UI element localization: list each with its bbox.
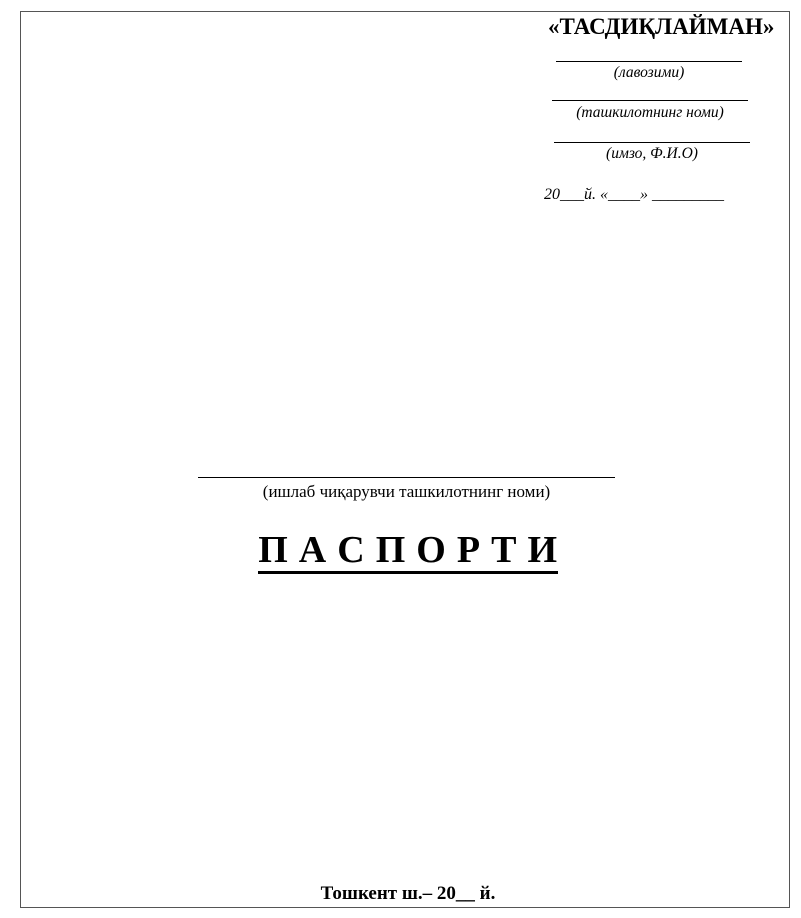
- document-title-text: П А С П О Р Т И: [258, 529, 558, 574]
- producer-name-line: [198, 477, 615, 478]
- document-title: [150, 528, 666, 572]
- organization-line: [552, 100, 748, 101]
- approval-title: «ТАСДИҚЛАЙМАН»: [548, 14, 775, 39]
- producer-caption: (ишлаб чиқарувчи ташкилотнинг номи): [262, 482, 551, 501]
- organization-caption: (ташкилотнинг номи): [576, 104, 724, 121]
- approval-date-line: 20___й. «____» _________: [544, 186, 724, 203]
- footer-place-year: Тошкент ш.– 20__ й.: [320, 883, 496, 904]
- position-line: [556, 61, 742, 62]
- signature-caption: (имзо, Ф.И.О): [606, 145, 698, 162]
- signature-line: [554, 142, 750, 143]
- position-caption: (лавозими): [613, 64, 685, 81]
